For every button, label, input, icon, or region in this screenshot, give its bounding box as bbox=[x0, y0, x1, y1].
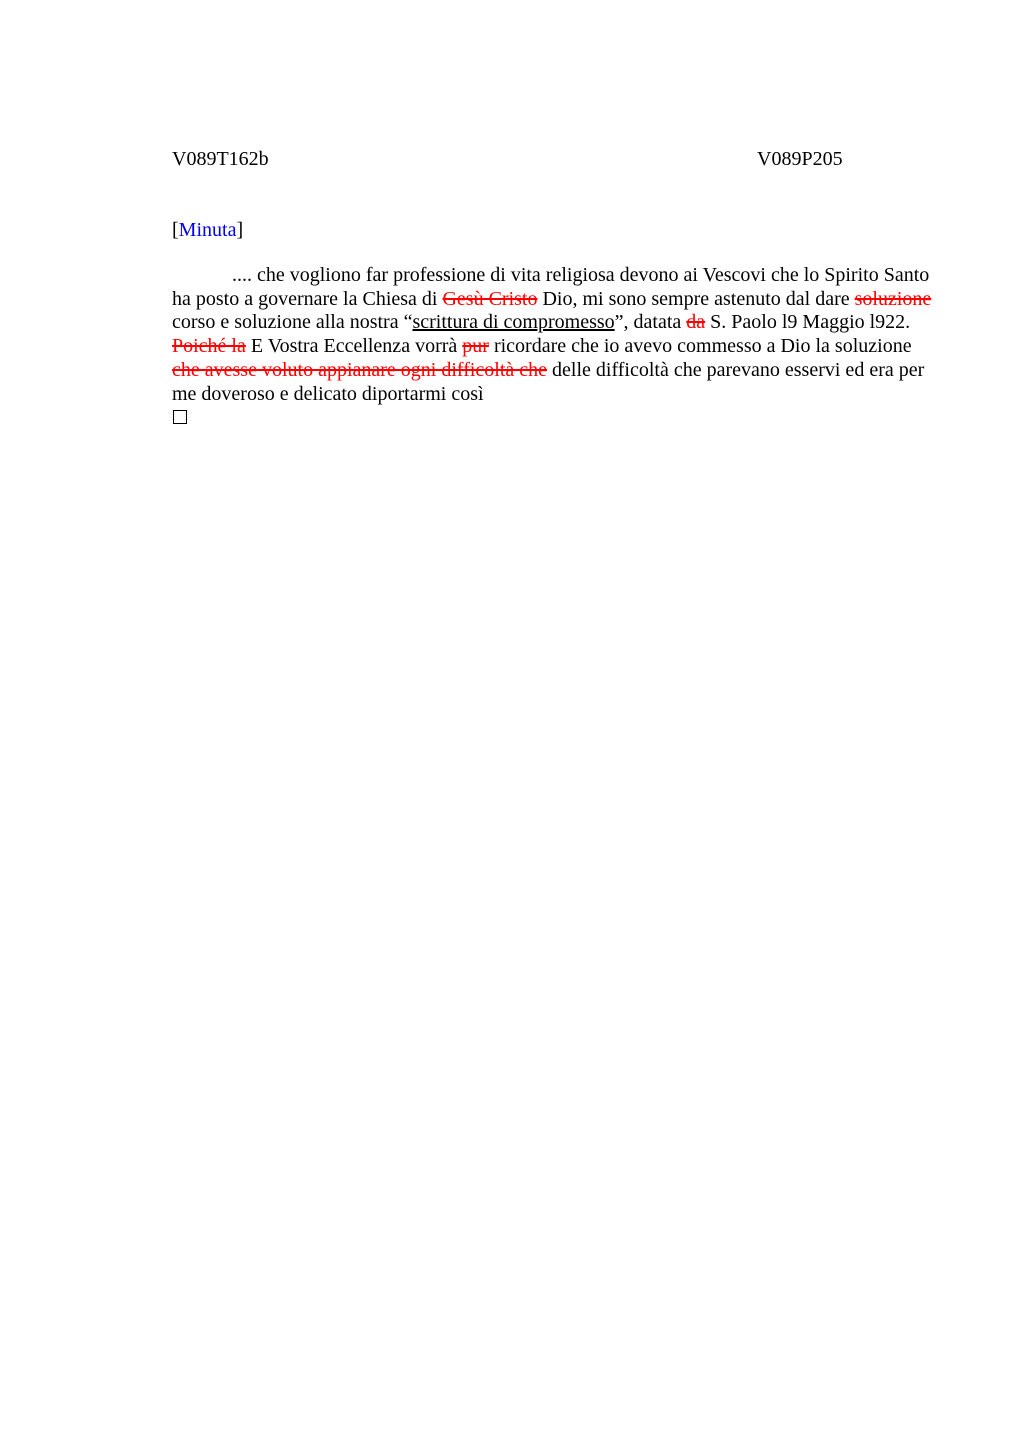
minuta-label: Minuta bbox=[178, 219, 237, 241]
deleted-text: pur bbox=[462, 335, 489, 358]
body-text-segment: Dio, mi sono sempre astenuto dal dare bbox=[537, 287, 855, 310]
deleted-text: che avesse voluto appianare ogni difficoltà che bbox=[172, 358, 548, 381]
empty-square-icon bbox=[173, 410, 187, 424]
deleted-text: da bbox=[686, 311, 706, 334]
body-text-segment: corso e soluzione alla nostra “ bbox=[172, 311, 413, 334]
body-text-segment: ricordare che io avevo commesso a Dio la soluzione bbox=[488, 335, 912, 358]
document-code-right: V089P205 bbox=[757, 148, 843, 170]
label-open-bracket: [ bbox=[172, 219, 179, 241]
underlined-text: scrittura di compromesso bbox=[412, 311, 615, 334]
deleted-text: Poiché la bbox=[172, 335, 246, 358]
label-close-bracket: ] bbox=[236, 219, 244, 241]
document-page bbox=[172, 0, 932, 1450]
deleted-text: Gesù Cristo bbox=[442, 287, 538, 310]
document-header bbox=[172, 146, 932, 172]
body-text-segment: .... che vogliono far professione di vita religiosa devono ai Vescovi che lo Spirito Santo ha posto a governare la Chiesa di bbox=[172, 264, 930, 310]
document-type-label bbox=[172, 217, 243, 243]
body-text-segment: E Vostra Eccellenza vorrà bbox=[245, 335, 463, 358]
letter-text bbox=[172, 264, 931, 405]
letter-body bbox=[172, 264, 932, 424]
body-text-segment: delle difficoltà che parevano esservi ed era per me doveroso e delicato diportarmi così bbox=[172, 358, 925, 405]
document-code-left: V089T162b bbox=[172, 148, 269, 170]
body-text-segment: ”, datata bbox=[614, 311, 687, 334]
deleted-text: soluzione bbox=[854, 287, 932, 310]
body-text-segment: S. Paolo l9 Maggio l922. bbox=[705, 311, 911, 334]
